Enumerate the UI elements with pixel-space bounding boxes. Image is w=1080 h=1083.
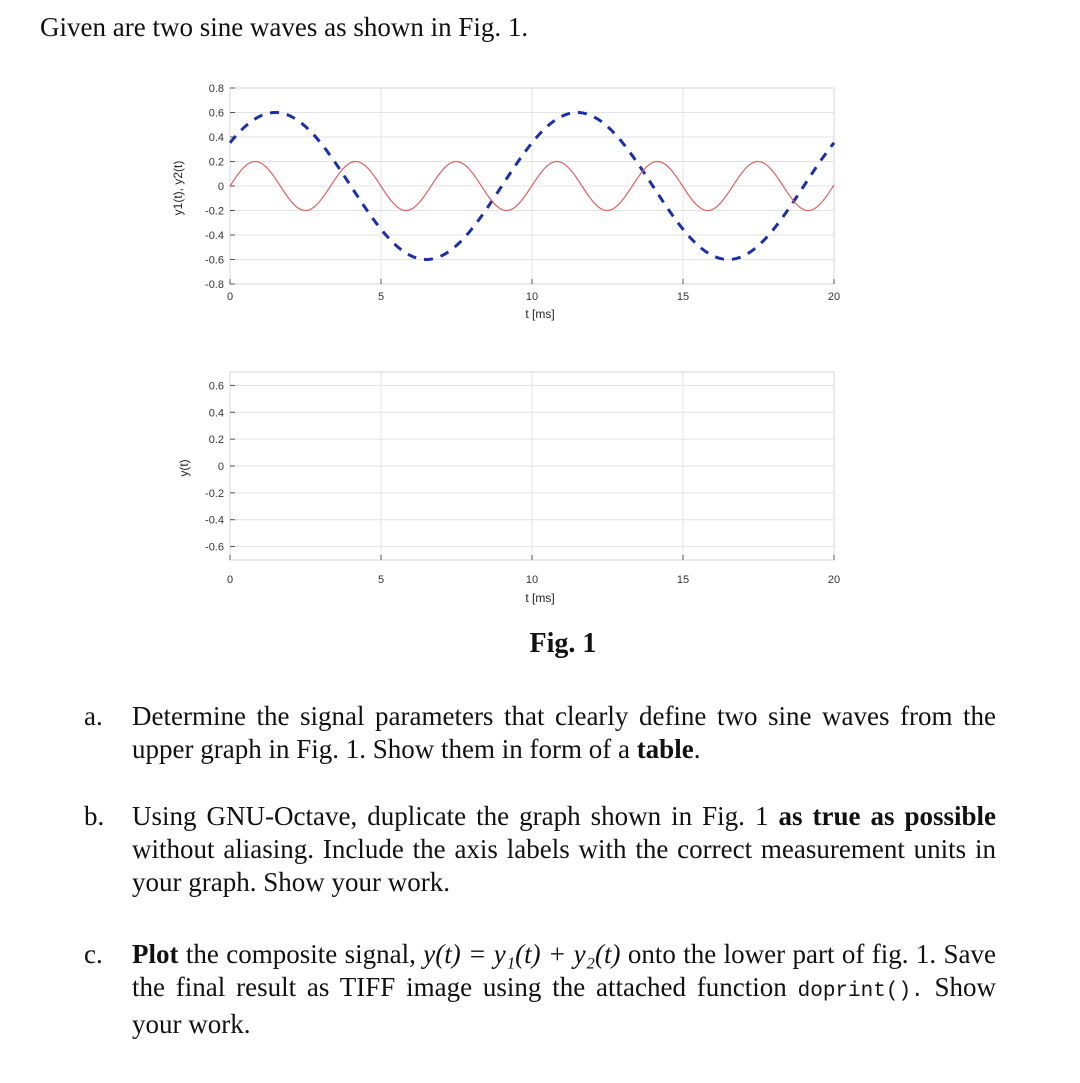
lower-plot (177, 372, 840, 605)
y-tick-label: -0.8 (205, 279, 224, 291)
y-tick-label: 0.8 (208, 83, 224, 95)
question-c-text: Plot the composite signal, y(t) = y₁(t) + y₂(t) onto the lower part of fig. 1. Save the final result as TIFF image using the attached function doprint(). Show your work. (132, 939, 996, 1039)
x-tick-label: 20 (827, 574, 841, 586)
y-tick-label: -0.2 (205, 487, 224, 500)
question-b-letter: b. (84, 801, 105, 831)
upper-y-axis-label: y1(t), y2(t) (171, 160, 185, 216)
x-tick-label: 15 (676, 574, 690, 586)
x-tick-label: 10 (525, 291, 539, 303)
x-tick-label: 0 (226, 291, 234, 303)
y-tick-label: 0.2 (208, 156, 224, 169)
x-tick-label: 5 (377, 291, 385, 303)
y-tick-label: -0.6 (205, 254, 224, 267)
y-tick-label: -0.4 (205, 514, 224, 527)
y-tick-label: -0.2 (205, 205, 224, 218)
question-c (84, 938, 996, 1041)
y-tick-label: 0.6 (208, 380, 224, 393)
question-a (84, 700, 996, 766)
question-b (84, 800, 996, 899)
y-tick-label: 0.2 (208, 434, 224, 447)
x-tick-label: 20 (827, 291, 841, 303)
lower-y-axis-label: y(t) (177, 459, 191, 477)
x-tick-label: 0 (226, 574, 234, 586)
question-b-text: Using GNU-Octave, duplicate the graph shown in Fig. 1 as true as possible without aliasing. Include the axis labels with the correct measurement units in your graph. Show your work. (132, 801, 996, 897)
question-a-letter: a. (84, 701, 103, 731)
question-c-letter: c. (84, 939, 103, 969)
x-tick-label: 5 (377, 574, 385, 586)
composite-formula: y(t) = y₁(t) + y₂(t) (423, 939, 621, 969)
upper-x-axis-label: t [ms] (525, 307, 555, 321)
x-tick-label: 10 (525, 574, 539, 586)
x-tick-label: 15 (676, 291, 690, 303)
y-tick-label: 0 (217, 181, 224, 193)
intro-text: Given are two sine waves as shown in Fig. 1. (40, 12, 529, 42)
figure-caption: Fig. 1 (529, 628, 597, 659)
y-tick-label: -0.6 (205, 541, 224, 554)
doprint-function: doprint(). (797, 980, 924, 1003)
y-tick-label: -0.4 (205, 230, 224, 242)
lower-x-axis-label: t [ms] (525, 591, 555, 605)
y-tick-label: 0.4 (208, 132, 224, 144)
upper-plot (171, 83, 840, 321)
question-a-text: Determine the signal parameters that clearly define two sine waves from the upper graph in Fig. 1. Show them in form of a table. (132, 701, 996, 764)
y-tick-label: 0 (217, 461, 224, 473)
y-tick-label: 0.4 (208, 407, 224, 420)
y-tick-label: 0.6 (208, 107, 224, 120)
